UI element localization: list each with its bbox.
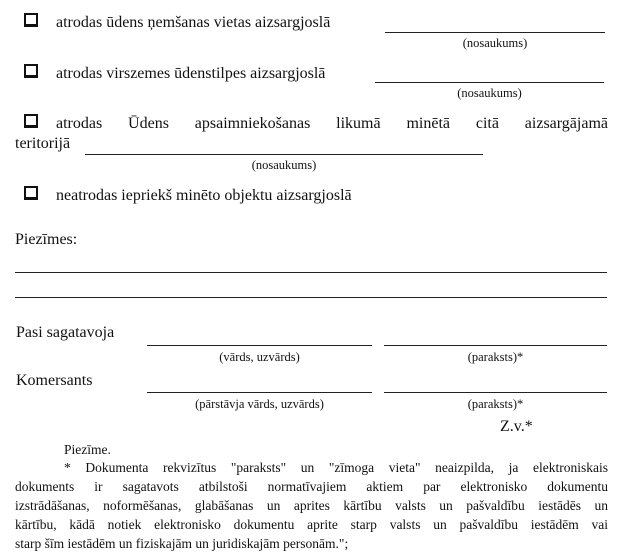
- stamp-place-label: Z.v.*: [500, 418, 533, 435]
- merchant-name-caption: (pārstāvja vārds, uzvārds): [195, 397, 324, 411]
- footnote-title: Piezīme.: [64, 442, 111, 457]
- other-territory-name-caption: (nosaukums): [251, 158, 317, 172]
- footnote-line-1: * Dokumenta rekvizītus "paraksts" un "zīmoga vieta" neaizpilda, ja elektroniskais: [64, 460, 608, 475]
- option-water-intake-label: atrodas ūdens ņemšanas vietas aizsargjoslā: [56, 14, 331, 31]
- checkbox-water-intake[interactable]: [24, 13, 38, 27]
- prepared-by-sign-caption: (paraksts)*: [467, 350, 524, 364]
- notes-line-2[interactable]: [15, 297, 607, 298]
- prepared-by-name-caption: (vārds, uzvārds): [219, 350, 300, 364]
- merchant-label: Komersants: [16, 372, 93, 389]
- merchant-sign-line[interactable]: [384, 392, 607, 393]
- option-other-territory-label: atrodas Ūdens apsaimniekošanas likumā minētā citā aizsargājamā: [56, 115, 608, 132]
- merchant-name-line[interactable]: [147, 392, 372, 393]
- option-not-in-zone-label: neatrodas iepriekš minēto objektu aizsargjoslā: [56, 187, 352, 204]
- prepared-by-sign-line[interactable]: [384, 345, 607, 346]
- water-intake-name-caption: (nosaukums): [462, 36, 528, 50]
- checkbox-surface-water[interactable]: [24, 64, 38, 78]
- footnote-line-2: dokuments ir sagatavots atbilstoši normatīvajiem aktiem par elektronisko dokumentu: [15, 479, 608, 494]
- merchant-sign-caption: (paraksts)*: [467, 397, 524, 411]
- footnote-line-5: starp šīm iestādēm un fiziskajām un juridiskajām personām.";: [15, 536, 349, 551]
- surface-water-name-caption: (nosaukums): [457, 86, 522, 100]
- checkbox-other-protected-territory[interactable]: [24, 114, 38, 128]
- prepared-by-label: Pasi sagatavoja: [16, 324, 115, 341]
- prepared-by-name-line[interactable]: [147, 345, 372, 346]
- checkbox-not-in-zone[interactable]: [24, 186, 38, 200]
- footnote-line-3: izstrādāšanas, noformēšanas, glabāšanas un aprites kārtību valsts un pašvaldību iestādēs un: [15, 498, 608, 513]
- footnote-line-4: kārtību, kādā notiek elektronisko dokumentu aprite starp valsts un pašvaldību iestādēm vai: [15, 517, 608, 532]
- other-territory-name-line[interactable]: [85, 154, 483, 155]
- option-surface-water-label: atrodas virszemes ūdenstilpes aizsargjoslā: [56, 65, 326, 82]
- surface-water-name-line[interactable]: [375, 82, 604, 83]
- water-intake-name-line[interactable]: [385, 32, 605, 33]
- option-other-territory-continuation: teritorijā: [15, 135, 71, 152]
- notes-line-1[interactable]: [15, 272, 607, 273]
- notes-label: Piezīmes:: [15, 231, 78, 248]
